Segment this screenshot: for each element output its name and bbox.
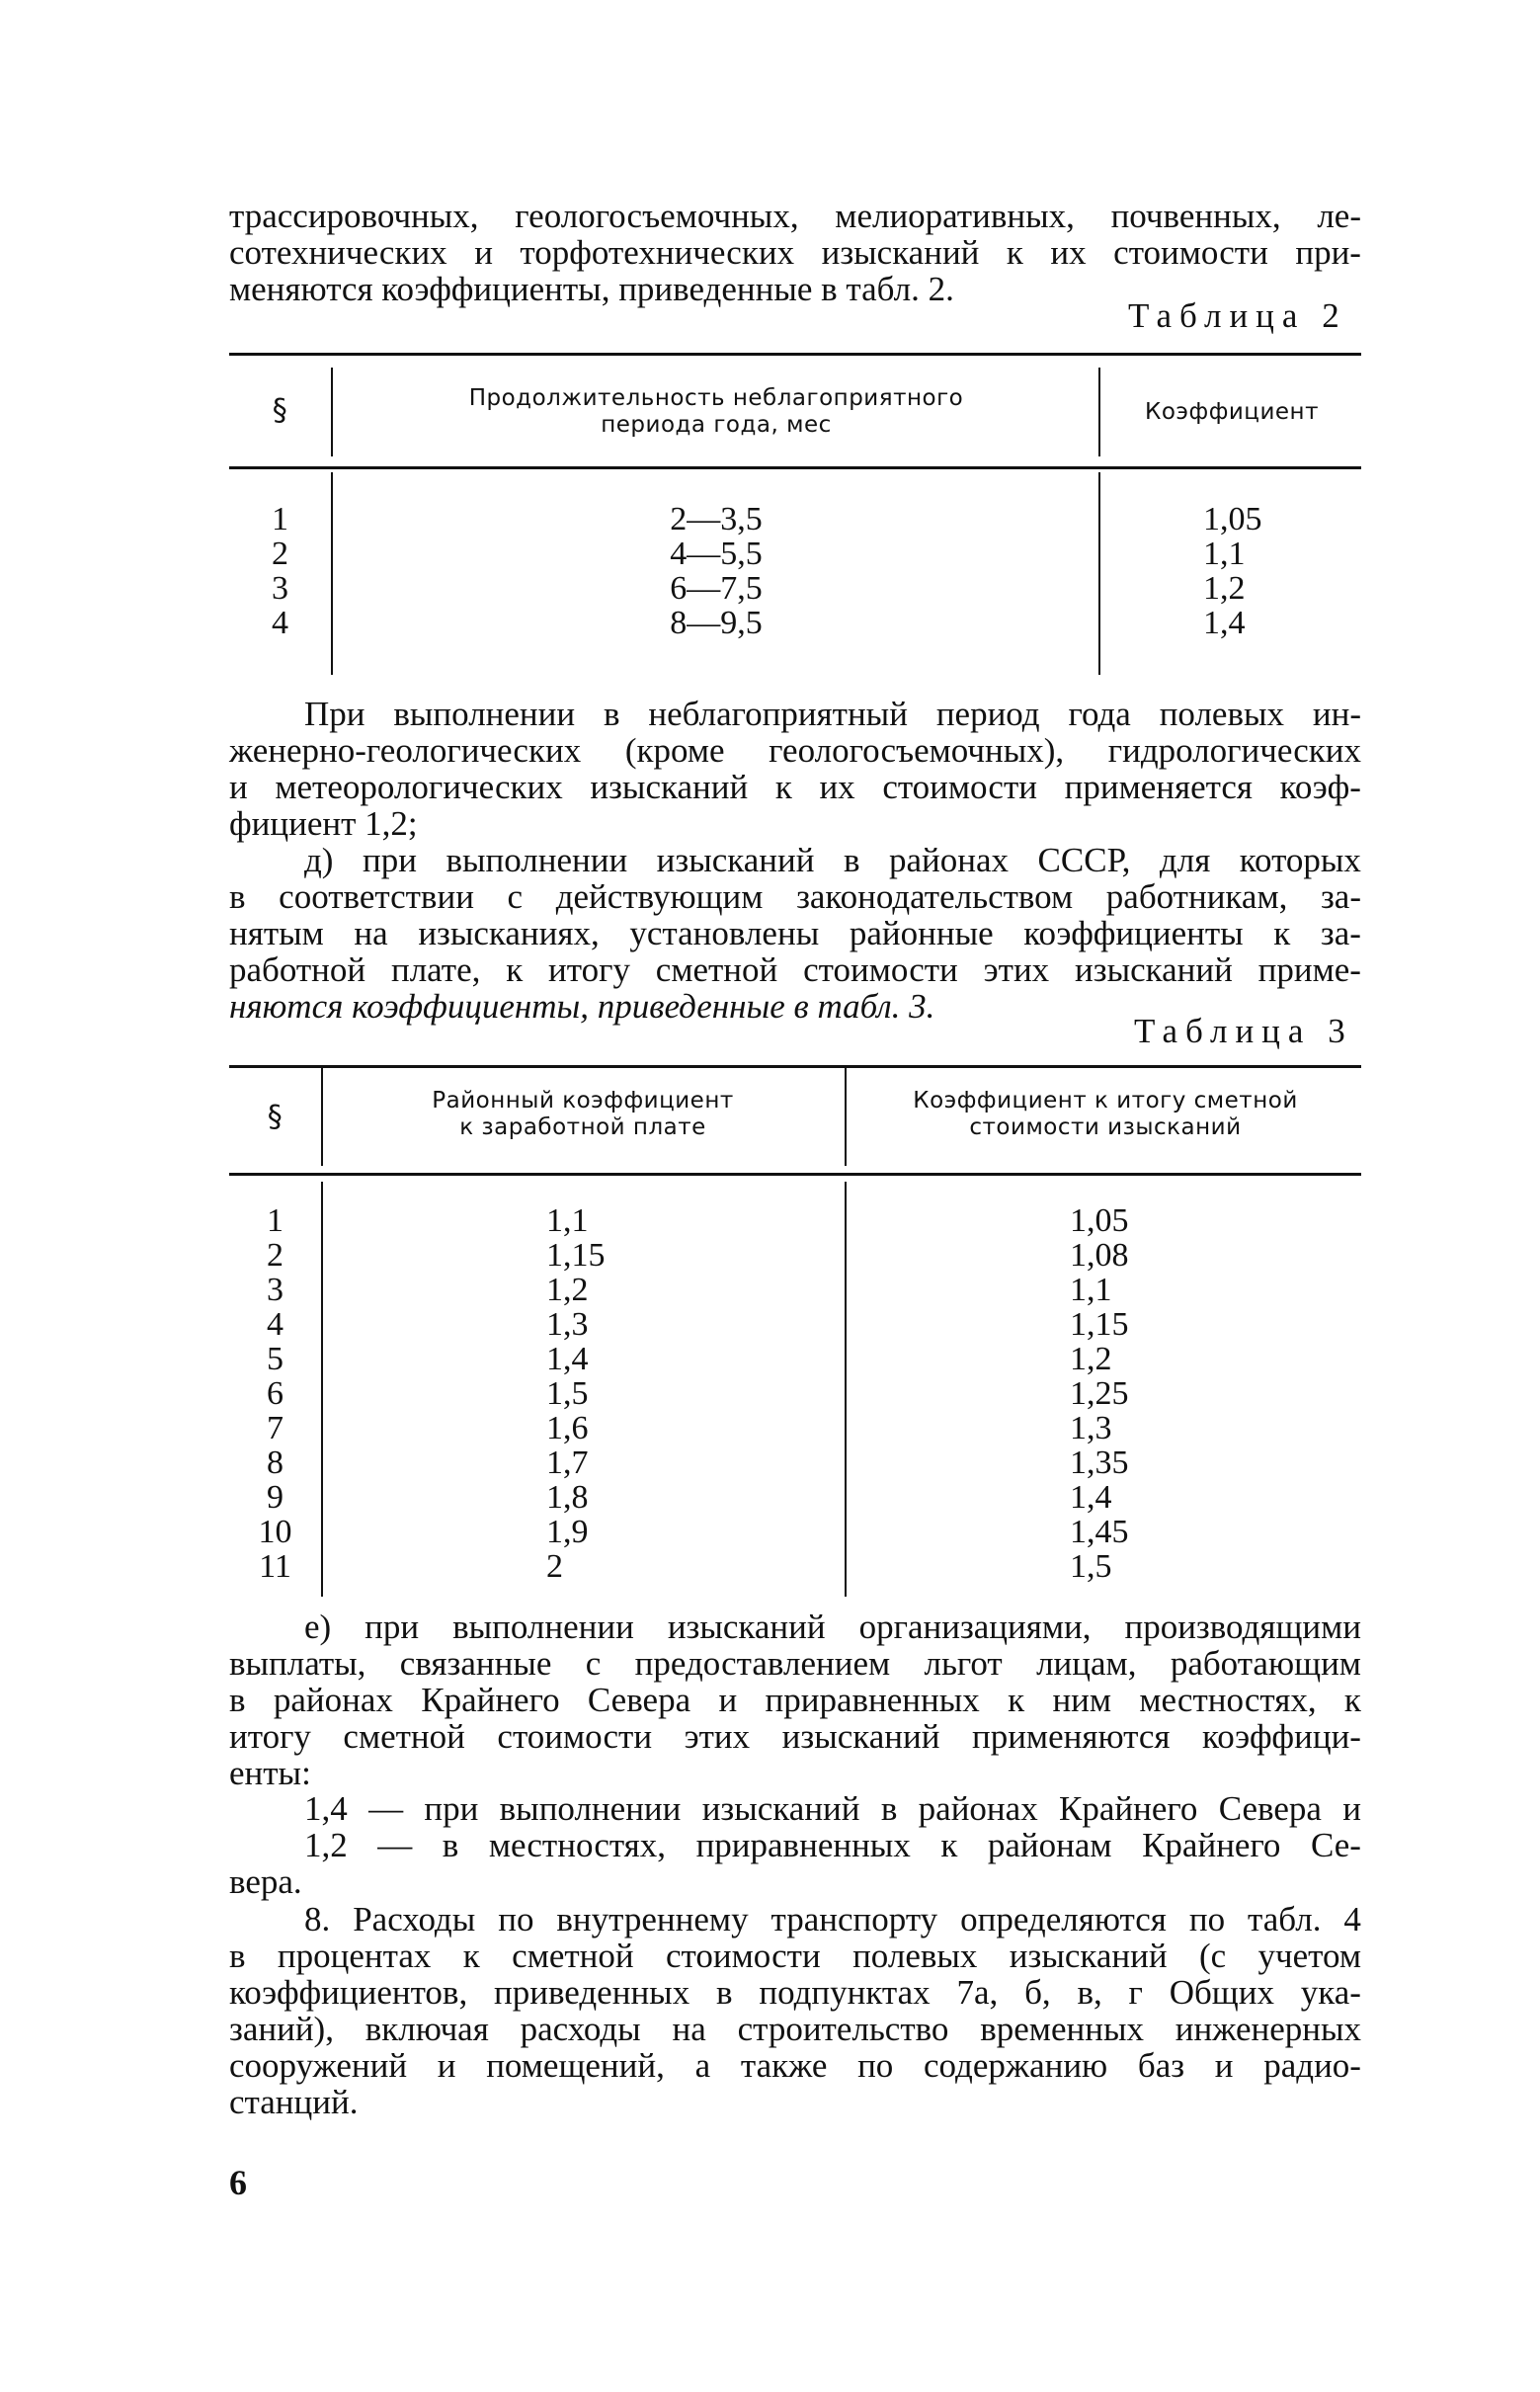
word: в [716,1973,733,2012]
paragraph-e [229,1608,1361,1791]
text-line-content: меняются коэффициенты, приведенные в табл. 2. [229,270,954,308]
table-cell: 4 [272,605,288,641]
word: итогу [548,950,630,989]
text-line [229,2084,1361,2120]
word: в, [1077,1973,1102,2012]
word: подпунктах [759,1973,931,2012]
word: для [1159,841,1211,879]
table-cell: 1,2 [546,1272,589,1308]
word: выполнении [499,1789,682,1828]
table3-col-total [1070,1203,1218,1584]
table-cell: 7 [267,1410,284,1446]
table-cell: 1 [267,1202,284,1239]
word: транспорту [770,1900,938,1938]
table-cell: 9 [267,1479,284,1516]
table-cell: 2 [272,536,288,572]
word: стоимости [666,1937,821,1975]
word: полевых [852,1937,978,1975]
word: года [1068,695,1131,733]
word: районах [889,841,1010,879]
word: инженерных [1175,2010,1361,2048]
text-line [229,234,1361,271]
table3-caption: Таблица 3 [1134,1012,1353,1050]
word: в [843,841,860,879]
word: 8. [304,1900,331,1938]
word: внутреннему [556,1900,749,1938]
word: полевых [1159,695,1284,733]
text-line [229,1682,1361,1718]
page-number: 6 [229,2163,247,2202]
table2-col-coef [1203,502,1351,640]
word: организациями, [858,1608,1092,1646]
text-line-content: фициент 1,2; [229,804,418,843]
word: Се- [1310,1826,1361,1864]
word: на [354,914,388,952]
word: связанные [399,1644,552,1683]
text-line [229,951,1361,988]
word: стоимости [497,1717,653,1756]
word: применяются [971,1717,1171,1756]
word: к [774,768,792,806]
table-cell: 11 [259,1548,291,1585]
word: период [935,695,1040,733]
paragraph-coefficients [229,1790,1361,1900]
paragraph-d [229,842,1361,1025]
intro-paragraph [229,198,1361,307]
word: в [229,1937,246,1975]
word: изысканий [590,768,749,806]
word: работающим [1170,1644,1361,1683]
table2-divider [1098,368,1100,456]
word: районные [849,914,994,952]
paragraph-8 [229,1901,1361,2120]
table-cell: 1,08 [1070,1237,1129,1274]
text-line [229,1790,1361,1827]
table-cell: 1,5 [1070,1548,1112,1585]
text-line [229,1718,1361,1755]
word: трассировочных, [229,197,479,235]
word: стоимости [882,768,1037,806]
word: торфотехнических [520,233,795,272]
text-line [229,1645,1361,1682]
table-cell: 1,5 [546,1375,589,1412]
table2-divider [331,472,333,675]
table-cell: 3 [267,1272,284,1308]
word: а [694,2046,711,2085]
text-line [229,1608,1361,1645]
word: к [1008,1681,1025,1719]
word: (кроме [624,731,725,770]
word: этих [684,1717,751,1756]
word: при [365,1608,420,1646]
word: лицам, [1036,1644,1137,1683]
word: Крайнего [421,1681,560,1719]
word: баз [1137,2046,1185,2085]
word: действующим [555,877,764,916]
table-cell: 1,1 [1070,1272,1112,1308]
word: к [940,1826,958,1864]
table-cell: 8 [267,1444,284,1481]
word: ним [1052,1681,1112,1719]
text-line [229,1863,1361,1900]
word: гидрологических [1107,731,1361,770]
word: при- [1295,233,1361,272]
table-cell: 1,4 [1203,605,1246,641]
word: — [377,1826,413,1864]
table3-divider [321,1182,323,1597]
text-line-content: станций. [229,2083,359,2121]
word: их [819,768,855,806]
word: изысканий [701,1789,860,1828]
word: ле- [1317,197,1361,235]
word: в [229,1681,246,1719]
table2-caption: Таблица 2 [1128,296,1347,335]
word: Крайнего [1059,1789,1198,1828]
word: их [1050,233,1087,272]
table3-divider [845,1182,847,1597]
table3-divider [321,1067,323,1166]
table-cell: 1,9 [546,1514,589,1550]
word: и [437,2046,456,2085]
text-line [229,2011,1361,2047]
word: При [304,695,365,733]
header-text: Коэффициент к итогу сметной [913,1088,1298,1114]
word: процентах [277,1937,432,1975]
word: изысканий [667,1608,826,1646]
word: установлены [629,914,820,952]
word: коэффициенты [1023,914,1244,952]
table-cell: 1,3 [546,1306,589,1343]
word: выплаты, [229,1644,366,1683]
header-text: Продолжительность неблагоприятного [468,385,964,411]
word: районах [918,1789,1038,1828]
word: на [672,2010,706,2048]
word: б, [1024,1973,1051,2012]
word: к [506,950,524,989]
word: определяются [960,1900,1167,1938]
word: коэф- [1279,768,1361,806]
table-cell: 6—7,5 [670,570,763,607]
table-cell: 6 [267,1375,284,1412]
table-cell: 8—9,5 [670,605,763,641]
text-line [229,805,1361,842]
table-cell: 1,1 [546,1202,589,1239]
word: расходы [520,2010,641,2048]
text-line [229,696,1361,732]
table-cell: 1 [272,501,288,537]
word: применяется [1064,768,1253,806]
word: и [474,233,493,272]
word: к [462,1937,480,1975]
word: в [442,1826,459,1864]
table2-col-period [336,502,1096,640]
text-line [229,842,1361,878]
word: мелиоративных, [835,197,1075,235]
table3-top-rule [229,1065,1361,1068]
word: заний), [229,2010,334,2048]
word: с [507,877,524,916]
word: итогу [229,1717,311,1756]
text-line [229,1938,1361,1974]
word: в [604,695,620,733]
word: в [880,1789,898,1828]
table-cell: 1,25 [1070,1375,1129,1412]
word: женерно-геологических [229,731,582,770]
word: коэффици- [1201,1717,1361,1756]
table-cell: 3 [272,570,288,607]
word: Расходы [353,1900,476,1938]
word: изысканиях, [418,914,600,952]
word: стоимости [1113,233,1268,272]
table-cell: 1,4 [546,1341,589,1377]
text-line [229,732,1361,769]
table-cell: 1,1 [1203,536,1246,572]
word: учетом [1257,1937,1361,1975]
text-line [229,878,1361,915]
word: радио- [1263,2046,1361,2085]
word: выполнении [446,841,628,879]
word: д) [304,841,334,879]
word: (с [1198,1937,1227,1975]
word: ука- [1300,1973,1361,2012]
table2-col-section [229,502,331,640]
word: при [362,841,417,879]
table-cell: 1,35 [1070,1444,1129,1481]
table-cell: 1,05 [1070,1202,1129,1239]
word: ин- [1312,695,1361,733]
word: приравненных [695,1826,911,1864]
word: 1,2 [304,1826,348,1864]
word: этих [983,950,1050,989]
word: неблагоприятный [648,695,908,733]
word: временных [980,2010,1144,2048]
text-line [229,2047,1361,2084]
word: метеорологических [275,768,563,806]
word: работникам, [1105,877,1288,916]
table-cell: 2 [546,1548,563,1585]
word: — [368,1789,404,1828]
table2-header-section: § [272,393,288,428]
word: г [1128,1973,1143,2012]
word: 1,4 [304,1789,348,1828]
text-line [229,1974,1361,2011]
table-cell: 4 [267,1306,284,1343]
word: за- [1320,877,1361,916]
word: районам [987,1826,1112,1864]
word: местностях, [1139,1681,1317,1719]
word: приме- [1257,950,1361,989]
word: к [1006,233,1023,272]
word: предоставлением [634,1644,891,1683]
table3-col-section [229,1203,321,1584]
word: к [1343,1681,1361,1719]
table3-header-rule [229,1173,1361,1176]
text-line [229,1827,1361,1863]
word: содержанию [924,2046,1108,2085]
word: почвенных, [1110,197,1281,235]
word: нятым [229,914,324,952]
word: изысканий [1009,1937,1168,1975]
word: геологосъемочных, [515,197,799,235]
table3-divider [845,1067,847,1166]
word: сметной [512,1937,634,1975]
word: по [857,2046,894,2085]
word: и [229,768,248,806]
paragraph-unfavorable-period [229,696,1361,842]
table-cell: 1,8 [546,1479,589,1516]
word: изысканий [1075,950,1233,989]
word: сооружений [229,2046,408,2085]
text-line [229,198,1361,234]
word: изысканий [781,1717,940,1756]
word: геологосъемочных), [769,731,1065,770]
table3-header-district [326,1088,840,1141]
word: включая [365,2010,489,2048]
word: плате, [390,950,481,989]
word: сметной [655,950,778,989]
word: также [740,2046,828,2085]
word: и [1214,2046,1234,2085]
word: Севера [1218,1789,1322,1828]
word: изысканий [821,233,980,272]
table-cell: 1,2 [1203,570,1246,607]
table-cell: 1,2 [1070,1341,1112,1377]
header-text: стоимости изысканий [969,1114,1242,1140]
word: Общих [1169,1973,1274,2012]
table2-divider [1098,472,1100,675]
table3-col-district [546,1203,694,1584]
header-text: периода года, мес [601,412,832,438]
word: 7а, [956,1973,999,2012]
word: стоимости [803,950,958,989]
table2-header-rule [229,466,1361,469]
header-text: к заработной плате [459,1114,706,1140]
word: приравненных [765,1681,980,1719]
text-line-content: вера. [229,1862,302,1901]
table-cell: 1,3 [1070,1410,1112,1446]
table3-header-section: § [267,1100,284,1134]
table-cell: 4—5,5 [670,536,763,572]
word: 4 [1343,1900,1361,1938]
header-text: Районный коэффициент [432,1088,734,1114]
table-cell: 5 [267,1341,284,1377]
text-line [229,915,1361,951]
table-cell: 1,7 [546,1444,589,1481]
word: к [1273,914,1291,952]
word: при [424,1789,479,1828]
table-cell: 1,45 [1070,1514,1129,1550]
word: работной [229,950,366,989]
word: и [718,1681,738,1719]
word: коэффициентов, [229,1973,468,2012]
text-line [229,1755,1361,1791]
word: с [585,1644,602,1683]
table2-divider [331,368,333,456]
table-cell: 1,4 [1070,1479,1112,1516]
word: в [229,877,246,916]
word: приведенных [494,1973,690,2012]
table3-header-total [850,1088,1361,1141]
word: помещений, [486,2046,665,2085]
table-cell: 1,6 [546,1410,589,1446]
word: местностях, [488,1826,667,1864]
table-cell: 1,05 [1203,501,1262,537]
text-line [229,769,1361,805]
table-cell: 2 [267,1237,284,1274]
word: изысканий [656,841,815,879]
word: выполнении [452,1608,634,1646]
word: и [1342,1789,1361,1828]
word: выполнении [393,695,576,733]
word: производящими [1124,1608,1361,1646]
word: по [1188,1900,1226,1938]
word: СССР, [1037,841,1131,879]
word: е) [304,1608,332,1646]
table2-header-coef: Коэффициент [1145,399,1319,425]
table-cell: 1,15 [546,1237,606,1274]
word: за- [1320,914,1361,952]
word: соответствии [279,877,474,916]
table-cell: 10 [258,1514,292,1550]
text-line-content: енты: [229,1754,311,1792]
word: льгот [924,1644,1003,1683]
word: районах [273,1681,393,1719]
table2-header-period [336,385,1096,439]
word: Севера [587,1681,691,1719]
word: Крайнего [1142,1826,1281,1864]
word: строительство [737,2010,949,2048]
word: сметной [343,1717,465,1756]
word: сотехнических [229,233,447,272]
text-line [229,1901,1361,1938]
word: табл. [1248,1900,1322,1938]
table-cell: 1,15 [1070,1306,1129,1343]
word: которых [1239,841,1361,879]
word: законодательством [796,877,1074,916]
table2-top-rule [229,353,1361,356]
word: по [498,1900,534,1938]
table-cell: 2—3,5 [670,501,763,537]
text-line-content: няются коэффициенты, приведенные в табл. 3. [229,987,935,1026]
